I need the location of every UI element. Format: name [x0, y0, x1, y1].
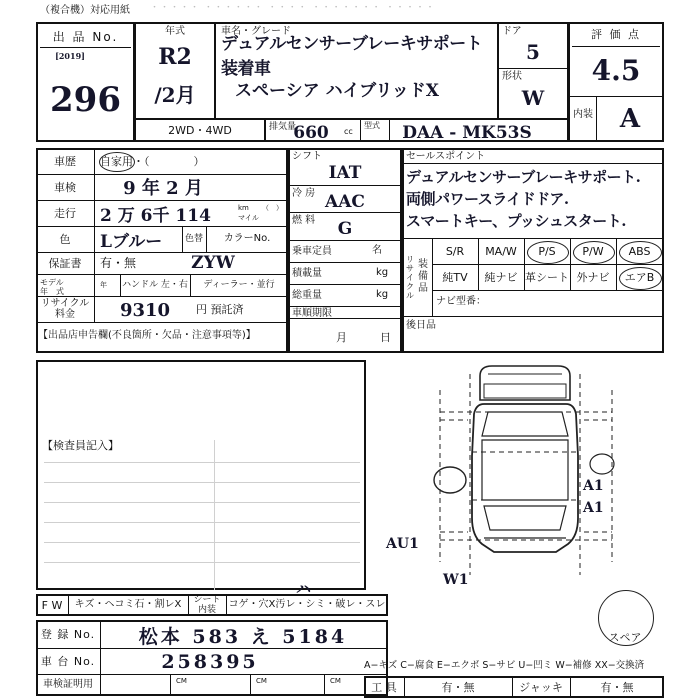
mark-a1-bottom: A1: [583, 500, 604, 516]
door-label: ドア: [502, 26, 522, 37]
cm-mark-3: CM: [330, 677, 341, 685]
equip-cell-outnavi: 外ナビ: [576, 271, 610, 284]
load-unit: kg: [376, 267, 389, 278]
mark-au1: AU1: [386, 536, 419, 552]
salespoint-line-1: 両側パワースライドドア.: [406, 189, 569, 208]
inspector-area: [36, 360, 366, 590]
spare-label: スペア: [608, 630, 642, 644]
warranty-note: ZYW: [191, 253, 235, 273]
chassis-label: 車 台 No.: [40, 654, 96, 668]
year-month-value: /2月: [154, 82, 196, 107]
remark-label: 【出品店申告欄(不良箇所・欠品・注意事項等)】: [38, 330, 256, 341]
drive-label: 2WD・4WD: [168, 124, 232, 137]
inspection-day: 日: [380, 331, 391, 344]
displacement-value: 660: [293, 123, 329, 143]
rating-interior-label: 内装: [573, 109, 593, 120]
rating-label: 評 価 点: [591, 27, 641, 41]
salespoint-label: セールスポイント: [406, 151, 486, 162]
model-year-value: 年: [100, 281, 107, 289]
inspector-label: 【検査員記入】: [42, 438, 119, 452]
dealer-label: ディーラー・並行: [203, 279, 275, 290]
equip-side-label: リ サ イ ク ル: [406, 254, 414, 300]
color-change-label: 色替: [184, 233, 203, 244]
capacity-unit: 名: [372, 245, 382, 256]
weight-unit: kg: [376, 289, 389, 300]
self-use-circle: [99, 152, 135, 172]
salespoint-line-0: デュアルセンサーブレーキサポート.: [406, 167, 641, 186]
cert-label: 車検証明用: [43, 679, 93, 690]
history-value-1: 9 年 2 月: [123, 178, 203, 199]
history-label-4: 保証書: [48, 256, 82, 270]
equip-cell-navi: 純ナビ: [484, 271, 518, 284]
cc-label: cc: [344, 127, 353, 136]
handle-label: ハンドル 左・右: [122, 279, 188, 290]
history-label-1: 車検: [54, 180, 76, 194]
cm-mark-1: CM: [176, 677, 187, 685]
nav-model-label: ナビ型番：: [436, 296, 486, 307]
registration-label: 登 録 No.: [40, 627, 96, 641]
weight-label: 総重量: [292, 290, 322, 301]
exhibit-number: 296: [50, 80, 121, 120]
condition-pen-note: ハ: [296, 580, 312, 598]
history-label-3: 色: [59, 232, 71, 246]
jack-label: ジャッキ: [519, 680, 563, 694]
equip-cell-airbag: エアB: [624, 271, 655, 284]
equip-cell-leather: 革シート: [525, 271, 569, 284]
inspection-month: 月: [336, 331, 347, 344]
model-label: 型式: [364, 121, 380, 130]
exhibit-label: 出 品 No.: [52, 30, 119, 44]
carname-value: デュアルセンサーブレーキサポート装着車: [221, 34, 483, 79]
jack-value: 有・無: [600, 680, 634, 694]
shape-label: 形状: [502, 71, 522, 82]
salespoint-line-2: スマートキー、プッシュスタート.: [406, 211, 626, 230]
model-value: DAA - MK53S: [402, 122, 532, 143]
color-no-label: カラーNo.: [223, 233, 271, 244]
load-label: 積載量: [292, 268, 322, 279]
history-label-5: モデル 年 式: [40, 278, 64, 296]
history-value-3: Lブルー: [100, 231, 163, 252]
form-note: （複合機）対応用紙: [40, 5, 130, 16]
equip-cell-maw: MA/W: [485, 245, 517, 258]
equip-cell-ps: P/S: [538, 245, 556, 258]
equip-cell-sr: S/R: [445, 245, 465, 258]
history-unit-mile: マイル: [238, 214, 259, 222]
history-unit-paren: （ ）: [262, 204, 283, 212]
airbag-circle: [619, 267, 662, 290]
condition-cell-scratch: キズ・ヘコミ石・割レX: [74, 599, 182, 610]
mark-w1: W1: [443, 572, 469, 588]
condition-cell-stain: コゲ・穴X汚レ・シミ・破レ・スレ: [228, 599, 386, 610]
grade-value: スペーシア ハイブリッドX: [235, 80, 439, 101]
car-diagram: [380, 360, 670, 590]
carname-label: 車名・グレード: [221, 26, 291, 37]
ac-value: AAC: [325, 192, 365, 212]
rating-interior-value: A: [619, 104, 641, 134]
legend-line: A−キズ C−腐食 E−エクボ S−サビ U−凹ミ W−補修 XX−交換済: [364, 660, 645, 672]
equip-cell-tv: 純TV: [442, 271, 468, 284]
recycle-fee-unit: 円 預託済: [196, 302, 244, 316]
history-value-4: 有・無: [100, 256, 137, 270]
shift-label: シフト: [292, 151, 322, 162]
history-unit-km: km: [238, 204, 249, 212]
history-value-2: 2 万 6千 114: [100, 205, 211, 226]
equip-cell-pw: P/W: [582, 245, 604, 258]
registration-value: 松本 583 え 5184: [138, 625, 348, 648]
cm-mark-2: CM: [256, 677, 267, 685]
tools-label: 工 具: [371, 680, 397, 694]
equip-cell-abs: ABS: [628, 245, 651, 258]
capacity-label: 乗車定員: [292, 246, 332, 257]
tools-value: 有・無: [441, 680, 475, 694]
displacement-label: 排気量: [269, 121, 297, 132]
year-value: R2: [158, 44, 192, 70]
fuel-value: G: [337, 219, 353, 239]
shift-value: IAT: [328, 163, 362, 183]
history-label-2: 走行: [54, 206, 76, 220]
ac-label: 冷 房: [292, 188, 316, 199]
abs-circle: [619, 241, 662, 264]
history-value-0: 自家用・（ ）: [100, 154, 205, 168]
fuel-label: 燃 料: [292, 215, 316, 226]
pw-circle: [573, 241, 615, 264]
year-label: 年式: [165, 26, 185, 37]
shape-value: W: [521, 86, 545, 110]
rating-exterior-value: 4.5: [591, 53, 641, 87]
door-value: 5: [526, 40, 540, 64]
equip-label: 装 備 品: [418, 259, 428, 294]
history-label-0: 車歴: [54, 154, 76, 168]
mark-a1-top: A1: [583, 478, 604, 494]
condition-cell-seat: シート 内装: [193, 595, 221, 615]
condition-cell-fw: F W: [41, 598, 63, 612]
recycle-fee-value: 9310: [119, 299, 171, 321]
exhibit-year-tag: [2019]: [55, 51, 85, 61]
history-label-6: リサイクル料金: [40, 298, 90, 320]
faint-top-text: ・・・・・ ・・・・・・ ・・・・ ・・・・・・・ ・・・・・: [150, 3, 436, 12]
ps-circle: [527, 241, 569, 264]
later-label: 後日品: [406, 320, 436, 331]
inspection-label: 車順期限: [292, 308, 332, 319]
chassis-value: 258395: [161, 651, 259, 673]
